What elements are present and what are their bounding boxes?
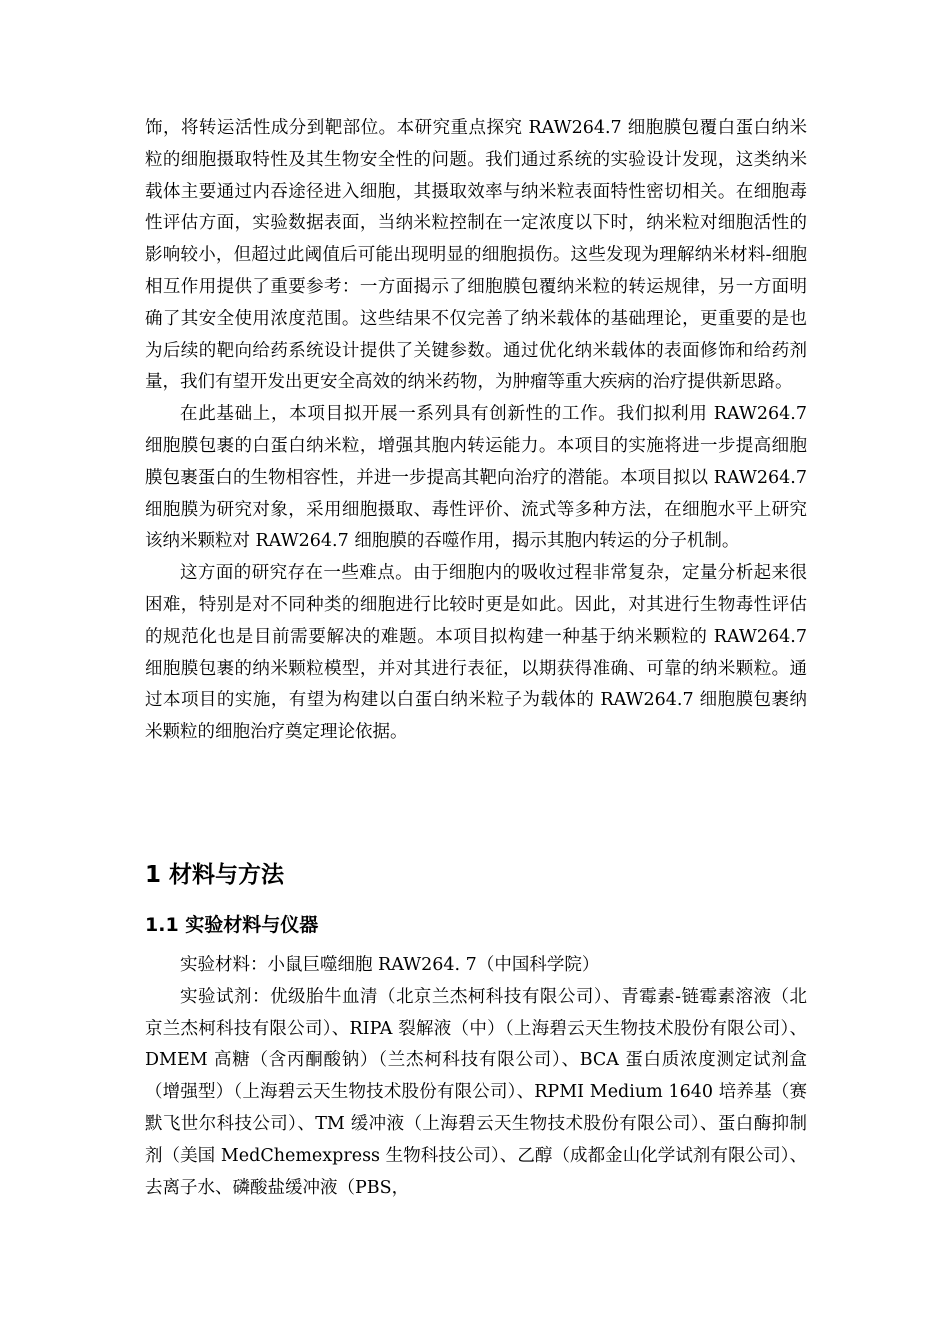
intro-paragraph-continued: 饰，将转运活性成分到靶部位。本研究重点探究 RAW264.7 细胞膜包覆白蛋白纳米粒的细胞摄取特性及其生物安全性的问题。我们通过系统的实验设计发现，这类纳米载体主要通过内吞途径进入细胞，其摄取效率与纳米粒表面特性密切相关。在细胞毒性评估方面，实验数据表面，当纳米粒控制在一定浓度以下时，纳米粒对细胞活性的影响较小，但超过此阈值后可能出现明显的细胞损伤。这些发现为理解纳米材料-细胞相互作用提供了重要参考：一方面揭示了细胞膜包覆纳米粒的转运规律，另一方面明确了其安全使用浓度范围。这些结果不仅完善了纳米载体的基础理论，更重要的是也为后续的靶向给药系统设计提供了关键参数。通过优化纳米载体的表面修饰和给药剂量，我们有望开发出更安全高效的纳米药物，为肿瘤等重大疾病的治疗提供新思路。 <box>145 118 807 393</box>
intro-paragraph-project-plan: 在此基础上，本项目拟开展一系列具有创新性的工作。我们拟利用 RAW264.7 细胞膜包裹的白蛋白纳米粒，增强其胞内转运能力。本项目的实施将进一步提高细胞膜包裹蛋白的生物相容性，并进一步提高其靶向治疗的潜能。本项目拟以 RAW264.7 细胞膜为研究对象，采用细胞摄取、毒性评价、流式等多种方法，在细胞水平上研究该纳米颗粒对 RAW264.7 细胞膜的吞噬作用，揭示其胞内转运的分子机制。 <box>145 404 807 552</box>
subsection-heading-materials-instruments: 1.1 实验材料与仪器 <box>145 914 319 936</box>
materials-section <box>145 950 807 1204</box>
intro-section <box>145 113 807 749</box>
section-heading-materials-methods: 1 材料与方法 <box>145 862 285 888</box>
materials-line: 实验材料：小鼠巨噬细胞 RAW264. 7（中国科学院） <box>180 955 600 975</box>
intro-paragraph-difficulties: 这方面的研究存在一些难点。由于细胞内的吸收过程非常复杂，定量分析起来很困难，特别是对不同种类的细胞进行比较时更是如此。因此，对其进行生物毒性评估的规范化也是目前需要解决的难题。本项目拟构建一种基于纳米颗粒的 RAW264.7 细胞膜包裹的纳米颗粒模型，并对其进行表征，以期获得准确、可靠的纳米颗粒。通过本项目的实施，有望为构建以白蛋白纳米粒子为载体的 RAW264.7 细胞膜包裹纳米颗粒的细胞治疗奠定理论依据。 <box>145 563 807 743</box>
reagents-paragraph: 实验试剂：优级胎牛血清（北京兰杰柯科技有限公司）、青霉素-链霉素溶液（北京兰杰柯科技有限公司）、RIPA 裂解液（中）（上海碧云天生物技术股份有限公司）、DMEM 高糖（含丙酮酸钠）（兰杰柯科技有限公司）、BCA 蛋白质浓度测定试剂盒（增强型）（上海碧云天生物技术股份有限公司）、RPMI Medium 1640 培养基（赛默飞世尔科技公司）、TM 缓冲液（上海碧云天生物技术股份有限公司）、蛋白酶抑制剂（美国 MedChemexpress 生物科技公司）、乙醇（成都金山化学试剂有限公司）、去离子水、磷酸盐缓冲液（PBS， <box>145 986 807 1198</box>
